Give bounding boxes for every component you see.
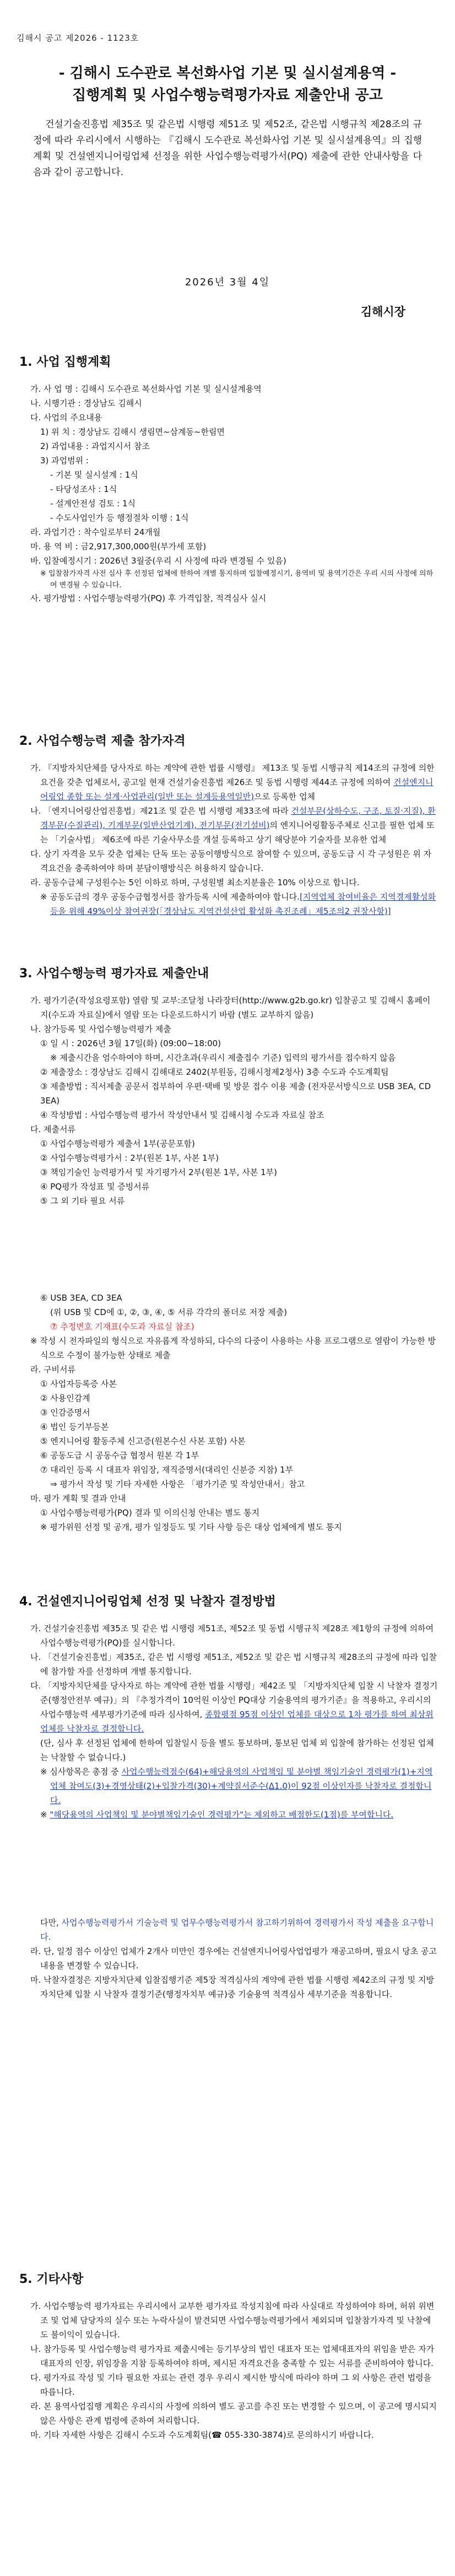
s2-note: ※ 공동도급의 경우 공동수급협정서를 참가등록 시에 제출하여야 합니다.[지역업체 참여비율은 지역경제활성화 등을 위해 49%이상 참여권장(「경상남도 지역건설산업 활성화 촉진조례」제5조의2 권장사항)] [40,892,436,916]
s2-note-highlight: [지역업체 참여비율은 지역경제활성화 등을 위해 49%이상 참여권장(「경상남도 지역건설산업 활성화 촉진조례」제5조의2 권장사항)] [50,892,436,916]
s3-usb-note: (위 USB 및 CD에 ①, ②, ③, ④, ⑤ 서류 각각의 폴더로 저장 제출) [50,1307,288,1317]
s3-doc: ③ 책임기술인 능력평가서 및 자기평가서 2부(원본 1부, 사본 1부) [40,1167,277,1177]
title-subtitle: - 김해시 도수관로 복선화사업 기본 및 실시설계용역 - [58,65,397,82]
page-title: 집행계획 및 사업수행능력평가자료 제출안내 공고 [72,87,383,104]
s3-red-note: ⑦ 추정변호 기재표(수도과 자료실 참조) [50,1322,194,1332]
s3-subitem: ③ 제출방법 : 직서제출 공문서 접부하여 우편·택배 및 방문 접수 이용 제출 (전자문서방식으로 USB 3EA, CD 3EA) [40,1081,431,1106]
s3-note: ※ 작성 시 전자파일의 형식으로 자유롭게 작성하되, 다수의 다중이 사용하는 사용 프로그램으로 열람이 가능한 방식으로 수정이 불가능한 상태로 제출 [30,1336,436,1360]
s3-note: ⇒ 평가서 작성 및 기타 자세한 사항은 「평가기준 및 작성안내서」참고 [50,1479,305,1489]
s3-doc: ⑤ 그 외 기타 필요 서류 [40,1196,125,1206]
s3-doc: ④ 법인 등기부등본 [40,1422,109,1432]
s3-subitem: ② 제출장소 : 경상남도 김해시 김해대로 2402(부원동, 김해시청제2청사) 3층 수도과 수도계획팀 [40,1067,389,1077]
s3-doc: ③ 인감증명서 [40,1408,90,1417]
s2-item: 나. 「엔지니어링산업진흥법」제21조 및 같은 법 시행령 제33조에 따라 건설부문(상하수도, 구조, 토질·지질), 환경부문(수질관리), 기계부문(일반산업기계), 전기부문(전기설비)의 엔지니어링활동주체로 신고를 필한 업체 또는 「기술사법」 제6조에 따른 기술사무소를 개설 등록하고 상기 해당분야 기술자를 보유한 업체 [30,806,436,845]
s5-item: 다. 평가자료 작성 및 기타 필요한 자료는 관련 경우 우리시 제시한 방식에 따라야 하며 그 외 사항은 관련 법령을 따릅니다. [30,2373,432,2397]
s4-note: 다만, 사업수행능력평가서 기술능력 및 업무수행능력평가서 참고하기위하여 경력평가서 작성 제출을 요구합니다. [40,1918,434,1942]
s4-item: 나. 「건설기술진흥법」제35조, 같은 법 시행령 제51조, 제52조 및 같은 법 시행규칙 제28조의 규정에 따라 입찰에 참가할 자를 선정하며 개별 통지합니다. [30,1652,437,1676]
s3-item: 가. 평가기준(작성요령포함) 열람 및 교부:조달청 나라장터(http://www.g2b.go.kr) 입찰공고 및 김해시 홈페이지(수도과 자료실)에서 열람 또는 다운로드하시기 바람 (별도 교부하지 않음) [30,995,431,1020]
s1-subitem: 1) 위 치 : 경상남도 김해시 생림면~삼계동~한림면 [40,427,225,437]
s3-item: 나. 참가등록 및 사업수행능력평가 제출 [30,1024,171,1034]
section-4 [19,1592,438,2001]
s2-highlight: 건설엔지니어링업 종합 또는 설계·사업관리(일반 또는 설계등용역일반) [40,777,434,802]
s4-item: 마. 낙찰자결정은 지방자치단체 입찰집행기준 제5장 적격심사의 계약에 관한 법률 시행령 제42조의 규정 및 지방자치단체 입찰 시 낙찰자 결정기준(행정자치부 예규)중 기술용역 적격심사 세부기준을 적용합니다. [30,1975,434,1999]
s3-usb: ⑥ USB 3EA, CD 3EA [40,1293,122,1303]
s3-doc: ② 사용인감계 [40,1393,90,1403]
s1-scope: - 수도사업인가 등 행정절차 이행 : 1식 [50,513,189,523]
s3-item: 다. 제출서류 [30,1124,75,1134]
section-1 [19,353,438,605]
s1-item: 마. 용 역 비 : 금2,917,300,000원(부가세 포함) [30,542,207,551]
s1-item: 다. 사업의 주요내용 [30,413,102,423]
s4-note: (단, 심사 후 선정된 업체에 한하여 입찰일시 등을 별도 통보하며, 통보된 업체 외 입찰에 참가하는 선정된 업체는 낙찰할 수 없습니다.) [40,1738,434,1762]
s5-item: 라. 본 용역사업집행 계획은 우리시의 사정에 의하여 별도 공고를 추진 또는 변경할 수 있으며, 이 공고에 명시되지 않은 사항은 관계 법령에 준하여 처리합니다. [30,2401,437,2426]
intro-text: 건설기술진흥법 제35조 및 같은법 시행령 제51조 및 제52조, 같은법 시행규칙 제28조의 규정에 따라 우리시에서 시행하는 『김해시 도수관로 복선화사업 기본 및 실시설계용역』의 집행계획 및 건설엔지니어링업체 선정을 위한 사업수행능력평가서(PQ) 제출에 관한 안내사항을 다음과 같이 공고합니다. [33,119,422,178]
s2-highlight: 건설부문(상하수도, 구조, 토질·지질), 환경부문(수질관리), 기계부문(일반산업기계), 전기부문(전기설비) [40,806,436,830]
s3-doc: ① 사업수행능력평가 제출서 1부(공문포함) [40,1139,195,1149]
s1-item: 바. 입찰예정시기 : 2026년 3월중(우리 시 사정에 따라 변경될 수 있음) [30,556,286,566]
s3-doc: ⑦ 대리인 등록 시 대표자 위임장, 재직증명서(대리인 신분증 지참) 1부 [40,1465,294,1475]
s5-item: 나. 참가등록 및 사업수행능력 평가자료 제출시에는 등기부상의 법인 대표자 또는 업체대표자의 위임을 받은 자가 대표자의 인장, 위임장을 지참 등록하여야 하며, 제시된 자격요건을 충족할 수 있는 서류를 준비하여야 합니다. [30,2344,435,2368]
s3-item: 마. 평가 계획 및 결과 안내 [30,1493,126,1503]
section-5 [19,2270,438,2442]
s3-item: 라. 구비서류 [30,1365,75,1374]
s4-highlight: 사업수행능력평가서 기술능력 및 업무수행능력평가서 참고하기위하여 경력평가서 작성 제출을 요구합니다. [40,1918,434,1942]
s1-scope: - 기본 및 실시설계 : 1식 [50,470,138,480]
notice-date: 2026년 3월 4일 [185,277,270,288]
section-2-heading: 2. 사업수행능력 제출 참가자격 [19,734,186,748]
s4-highlight: 사업수행능력점수(64)+해당용역의 사업책임 및 분야별 책임기술인 경력평가(1)+지역업체 참여도(3)+경영상태(2)+입찰가격(30)+계약질서준수(Δ1.0)이 92점 이상인자를 낙찰자로 결정합니다. [50,1767,433,1805]
s1-note: ※ 입찰참가자격 사전 심사 후 선정된 업체에 한하여 개별 통지하며 입찰예정시기, 용역비 및 용역기간은 우리 시의 사정에 의하여 변경될 수 있습니다. [40,570,434,589]
s4-note: ※ 심사항목은 총점 중 사업수행능력점수(64)+해당용역의 사업책임 및 분야별 책임기술인 경력평가(1)+지역업체 참여도(3)+경영상태(2)+입찰가격(30)+계약질서준수(Δ1.0)이 92점 이상인자를 낙찰자로 결정합니다. [40,1767,433,1805]
s3-subitem: ④ 작성방법 : 사업수행능력 평가서 작성안내서 및 김해시청 수도과 자료실 참조 [40,1110,324,1120]
s4-highlight: "해당용역의 사업책임 및 분야별책임기술인 경력평가"는 제외하고 배점한도(1점)를 부여합니다. [50,1810,394,1820]
notice-number: 김해시 공고 제2026 - 1123호 [17,33,139,43]
section-5-heading: 5. 기타사항 [19,2272,84,2286]
s1-item: 사. 평가방법 : 사업수행능력평가(PQ) 후 가격입찰, 적격심사 실시 [30,593,267,603]
s3-subitem: ① 일 시 : 2026년 3월 17일(화) (09:00~18:00) [40,1038,221,1048]
section-2 [19,732,438,918]
s1-item: 나. 시행기관 : 경상남도 김해시 [30,398,142,408]
s4-item: 가. 건설기술진흥법 제35조 및 같은 법 시행령 제51조, 제52조 및 동법 시행규칙 제28조 제1항의 규정에 의하여 사업수행능력평가(PQ)를 실시합니다. [30,1623,434,1648]
s3-doc: ① 사업자등록증 사본 [40,1379,117,1389]
s2-item: 다. 상기 자격을 모두 갖춘 업체는 단독 또는 공동이행방식으로 참여할 수 있으며, 공동도급 시 각 구성원은 위 자격요건을 충족하여야 하며 분담이행방식은 허용하지 않습니다. [30,849,432,873]
s2-item: 라. 공동수급체 구성원수는 5인 이하로 하며, 구성원별 최소지분율은 10% 이상으로 합니다. [30,878,360,887]
intro-paragraph [33,117,422,181]
s4-note: ※ "해당용역의 사업책임 및 분야별책임기술인 경력평가"는 제외하고 배점한도(1점)를 부여합니다. [40,1810,394,1820]
s3-doc: ⑤ 엔지니어링 활동주체 신고증(원본수신 사본 포함) 사본 [40,1436,246,1446]
s3-note: ※ 평가위원 선정 및 공개, 평가 일정등도 및 기타 사항 등은 대상 업체에게 별도 통지 [40,1522,342,1532]
s1-subitem: 3) 과업범위 : [40,456,89,466]
s4-item: 라. 단, 일정 점수 이상인 업체가 2개사 미만인 경우에는 건설엔지니어링사업업평가 재공고하며, 필요시 당초 공고내용을 변경할 수 있습니다. [30,1946,437,1971]
section-1-heading: 1. 사업 집행계획 [19,355,111,369]
s5-item: 마. 기타 자세한 사항은 김해시 수도과 수도계획팀(☎ 055-330-3874)로 문의하시기 바랍니다. [30,2430,374,2440]
s4-highlight: 종합평점 95점 이상인 업체를 대상으로 1차 평가를 하여 최상위 업체를 낙찰자로 결정합니다. [40,1709,434,1734]
s1-scope: - 설계안전성 검토 : 1식 [50,499,136,508]
section-3-heading: 3. 사업수행능력 평가자료 제출안내 [19,967,209,981]
s1-scope: - 타당성조사 : 1식 [50,484,117,494]
signer: 김해시장 [360,305,405,318]
s3-doc: ① 사업수행능력평가(PQ) 결과 및 이의신청 안내는 별도 통지 [40,1508,260,1518]
section-3 [19,964,438,1534]
s2-item: 가. 『지방자치단체를 당사자로 하는 계약에 관한 법률 시행령』 제13조 및 동법 시행규칙 제14조의 규정에 의한 요건을 갖춘 업체로서, 공고일 현재 건설기술진흥법 제26조 및 동법 시행령 제44조 규정에 의하여 건설엔지니어링업 종합 또는 설계·사업관리(일반 또는 설계등용역일반)으로 등록한 업체 [30,763,435,802]
s3-doc: ⑥ 공동도급 시 공동수급 협정서 원본 각 1부 [40,1451,199,1460]
s1-subitem: 2) 과업내용 : 과업지시서 참조 [40,441,150,451]
s3-doc: ④ PQ평가 작성표 및 증빙서류 [40,1182,150,1192]
s3-doc: ② 사업수행능력평가서 : 2부(원본 1부, 사본 1부) [40,1153,219,1163]
s3-note: ※ 제출시간을 엄수하여야 하며, 시간초과(우리시 제출접수 기준) 입력의 평가서를 접수하지 않음 [50,1053,396,1063]
s5-item: 가. 사업수행능력 평가자료는 우리시에서 교부한 평가자료 작성지침에 따라 사실대로 작성하여야 하며, 허위 위변조 및 업체 담당자의 실수 또는 누락사실이 발견되면 사업수행능력평가에서 제외되며 입찰참가자격 및 낙찰에도 불이익이 있습니다. [30,2301,435,2340]
s1-item: 가. 사 업 명 : 김해시 도수관로 복선화사업 기본 및 실시설계용역 [30,384,262,394]
s1-item: 라. 과업기간 : 착수일로부터 24개월 [30,527,161,537]
section-4-heading: 4. 건설엔지니어링업체 선정 및 낙찰자 결정방법 [19,1595,276,1609]
s4-item: 다. 「지방자치단체를 당사자로 하는 계약에 관한 법률 시행령」제42조 및 「지방자치단체 입찰 시 낙찰자 결정기준(행정안전부 예규)」의 『추정가격이 10억원 이상인 PQ대상 기술용역의 평가기준』을 적용하고, 우리시의 사업수행능력 세부평가기준에 따라 심사하여, 종합평점 95점 이상인 업체를 대상으로 1차 평가를 하여 최상위 업체를 낙찰자로 결정합니다. [30,1681,438,1734]
